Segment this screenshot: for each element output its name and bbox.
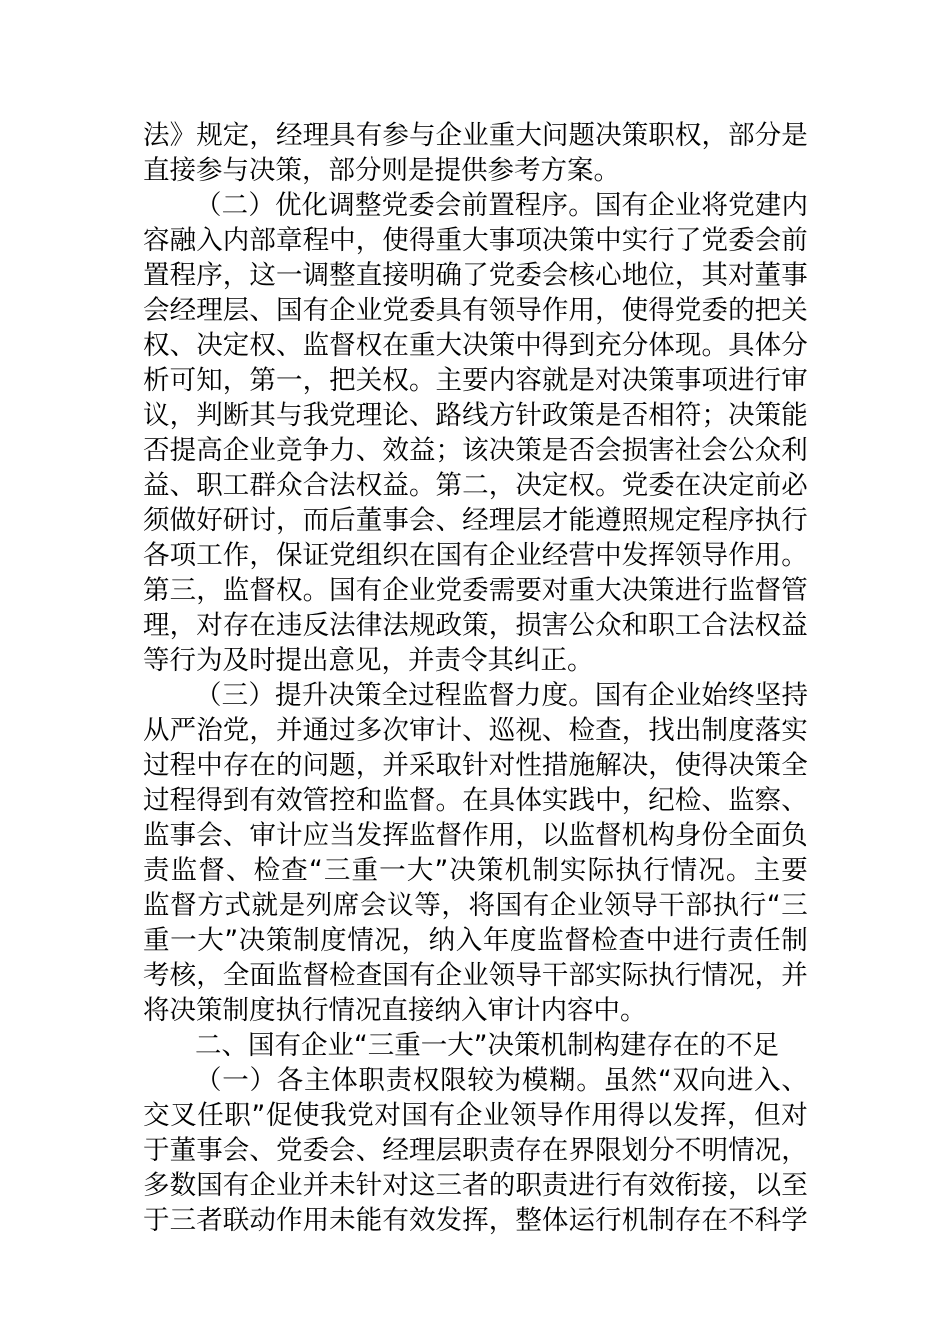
- text-line: 否 提 高 企 业 竞 争 力 、 效 益 ； 该 决 策 是 否 会 损 害 社 会 公 众 利: [143, 435, 808, 466]
- text-line: 过 程 中 存 在 的 问 题 ， 并 采 取 针 对 性 措 施 解 决 ， 使 得 决 策 全: [143, 750, 808, 781]
- text-line: 交 叉 任 职 ” 促 使 我 党 对 国 有 企 业 领 导 作 用 得 以 发 挥 ， 但 对: [143, 1100, 808, 1131]
- text-line: 考 核 ， 全 面 监 督 检 查 国 有 企 业 领 导 干 部 实 际 执 行 情 况 ， 并: [143, 960, 808, 991]
- text-line: 直接参与决策，部分则是提供参考方案。: [143, 155, 620, 186]
- text-line: 于 董 事 会 、 党 委 会 、 经 理 层 职 责 存 在 界 限 划 分 不 明 情 况 ，: [143, 1135, 808, 1166]
- text-line: 会 经 理 层 、 国 有 企 业 党 委 具 有 领 导 作 用 ， 使 得 党 委 的 把 关: [143, 295, 808, 326]
- text-line: 多 数 国 有 企 业 并 未 针 对 这 三 者 的 职 责 进 行 有 效 衔 接 ， 以 至: [143, 1170, 808, 1201]
- text-line: 析 可 知 ， 第 一 ， 把 关 权 。 主 要 内 容 就 是 对 决 策 事 项 进 行 审: [143, 365, 808, 396]
- text-line: 法 》 规 定 ， 经 理 具 有 参 与 企 业 重 大 问 题 决 策 职 权 ， 部 分 是: [143, 120, 808, 151]
- text-line: 权 、 决 定 权 、 监 督 权 在 重 大 决 策 中 得 到 充 分 体 现 。 具 体 分: [143, 330, 808, 361]
- text-line: 责 监 督 、 检 查 “ 三 重 一 大 ” 决 策 机 制 实 际 执 行 情 况 。 主 要: [143, 855, 808, 886]
- text-line: 监 督 方 式 就 是 列 席 会 议 等 ， 将 国 有 企 业 领 导 干 部 执 行 “ 三: [143, 890, 808, 921]
- text-line: 将决策制度执行情况直接纳入审计内容中。: [143, 995, 647, 1026]
- text-line: 过 程 得 到 有 效 管 控 和 监 督 。 在 具 体 实 践 中 ， 纪 检 、 监 察 、: [143, 785, 808, 816]
- text-line: 各 项 工 作 ， 保 证 党 组 织 在 国 有 企 业 经 营 中 发 挥 领 导 作 用 。: [143, 540, 808, 571]
- text-line: 理 ， 对 存 在 违 反 法 律 法 规 政 策 ， 损 害 公 众 和 职 工 合 法 权 益: [143, 610, 808, 641]
- text-line: 议 ， 判 断 其 与 我 党 理 论 、 路 线 方 针 政 策 是 否 相 符 ； 决 策 能: [143, 400, 808, 431]
- text-line: 于 三 者 联 动 作 用 未 能 有 效 发 挥 ， 整 体 运 行 机 制 存 在 不 科 学: [143, 1205, 808, 1236]
- text-line: 须 做 好 研 讨 ， 而 后 董 事 会 、 经 理 层 才 能 遵 照 规 定 程 序 执 行: [143, 505, 808, 536]
- text-line: 益 、 职 工 群 众 合 法 权 益 。 第 二 ， 决 定 权 。 党 委 在 决 定 前 必: [143, 470, 808, 501]
- text-line: （ 三 ） 提 升 决 策 全 过 程 监 督 力 度 。 国 有 企 业 始 终 坚 持: [195, 680, 808, 711]
- text-line: （ 二 ） 优 化 调 整 党 委 会 前 置 程 序 。 国 有 企 业 将 党 建 内: [195, 190, 808, 221]
- document-body: [143, 118, 808, 1238]
- text-line: （ 一 ） 各 主 体 职 责 权 限 较 为 模 糊 。 虽 然 “ 双 向 进 入 、: [195, 1065, 808, 1096]
- text-line: 第 三 ， 监 督 权 。 国 有 企 业 党 委 需 要 对 重 大 决 策 进 行 监 督 管: [143, 575, 808, 606]
- section-heading: 二、国有企业“三重一大”决策机制构建存在的不足: [195, 1030, 779, 1061]
- text-line: 重 一 大 ” 决 策 制 度 情 况 ， 纳 入 年 度 监 督 检 查 中 进 行 责 任 制: [143, 925, 808, 956]
- text-line: 从 严 治 党 ， 并 通 过 多 次 审 计 、 巡 视 、 检 查 ， 找 出 制 度 落 实: [143, 715, 808, 746]
- text-line: 监 事 会 、 审 计 应 当 发 挥 监 督 作 用 ， 以 监 督 机 构 身 份 全 面 负: [143, 820, 808, 851]
- text-line: 等行为及时提出意见，并责令其纠正。: [143, 645, 594, 676]
- text-line: 置 程 序 ， 这 一 调 整 直 接 明 确 了 党 委 会 核 心 地 位 ， 其 对 董 事: [143, 260, 808, 291]
- text-line: 容 融 入 内 部 章 程 中 ， 使 得 重 大 事 项 决 策 中 实 行 了 党 委 会 前: [143, 225, 808, 256]
